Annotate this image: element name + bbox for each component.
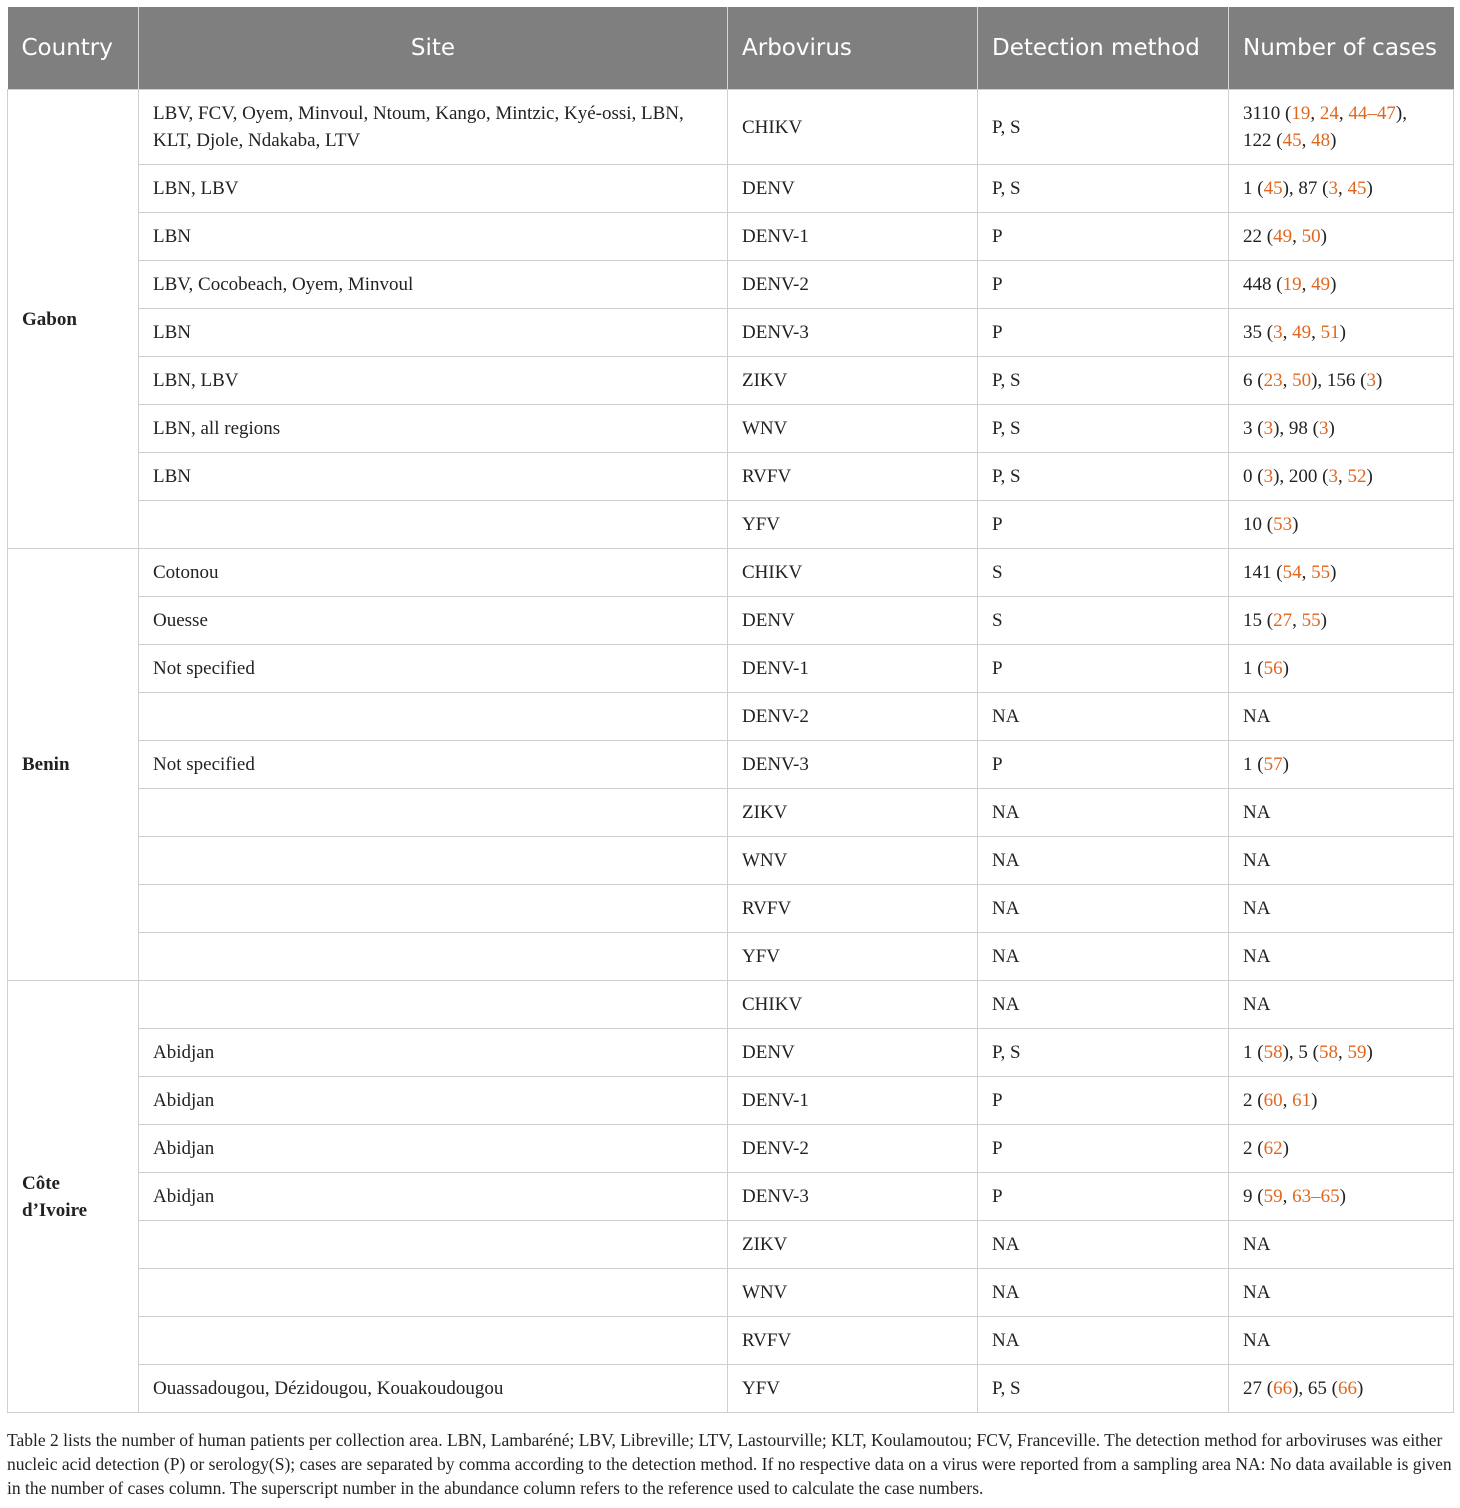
virus-cell: WNV bbox=[728, 1269, 978, 1317]
site-cell: Cotonou bbox=[139, 549, 728, 597]
country-cell: Gabon bbox=[8, 90, 139, 549]
site-cell: LBN bbox=[139, 213, 728, 261]
table-row bbox=[8, 1029, 1454, 1077]
reference-link[interactable]: 56 bbox=[1263, 658, 1283, 679]
virus-cell: DENV-3 bbox=[728, 741, 978, 789]
table-caption: Table 2 lists the number of human patients per collection area. LBN, Lambaréné; LBV, Libreville; LTV, Lastourville; KLT, Koulamoutou; FCV, Franceville. The detection method for arboviruses was either nucleic acid detection (P) or serology(S); cases are separated by comma according to the detection method. If no respective data on a virus were reported from a sampling area NA: No data available is given in the number of cases column. The superscript number in the abundance column refers to the reference used to calculate the case numbers. bbox=[7, 1430, 1452, 1498]
virus-cell: ZIKV bbox=[728, 789, 978, 837]
reference-link[interactable]: 27 bbox=[1273, 610, 1293, 631]
site-cell: LBN, LBV bbox=[139, 357, 728, 405]
cases-cell: 10 (53) bbox=[1229, 501, 1454, 549]
reference-link[interactable]: 49 bbox=[1273, 226, 1293, 247]
cases-cell: NA bbox=[1229, 933, 1454, 981]
table-row bbox=[8, 549, 1454, 597]
reference-link[interactable]: 60 bbox=[1263, 1090, 1283, 1111]
cases-cell: NA bbox=[1229, 1269, 1454, 1317]
virus-cell: DENV-1 bbox=[728, 645, 978, 693]
cases-cell: 3110 (19, 24, 44–47), 122 (45, 48) bbox=[1229, 90, 1454, 165]
reference-link[interactable]: 3 bbox=[1328, 178, 1338, 199]
site-cell bbox=[139, 981, 728, 1029]
reference-link[interactable]: 59 bbox=[1347, 1042, 1367, 1063]
table-row bbox=[8, 693, 1454, 741]
cases-cell: 35 (3, 49, 51) bbox=[1229, 309, 1454, 357]
reference-link[interactable]: 48 bbox=[1311, 130, 1331, 151]
method-cell: P bbox=[978, 309, 1229, 357]
reference-link[interactable]: 62 bbox=[1263, 1138, 1283, 1159]
reference-link[interactable]: 49 bbox=[1292, 322, 1312, 343]
method-cell: NA bbox=[978, 1221, 1229, 1269]
site-cell: LBN, all regions bbox=[139, 405, 728, 453]
method-cell: P bbox=[978, 645, 1229, 693]
header-number-of-cases: Number of cases bbox=[1229, 7, 1454, 90]
method-cell: NA bbox=[978, 837, 1229, 885]
method-cell: P, S bbox=[978, 165, 1229, 213]
site-cell: LBV, FCV, Oyem, Minvoul, Ntoum, Kango, Mintzic, Kyé-ossi, LBN, KLT, Djole, Ndakaba, LTV bbox=[139, 90, 728, 165]
reference-link[interactable]: 54 bbox=[1282, 562, 1302, 583]
cases-cell: NA bbox=[1229, 885, 1454, 933]
site-cell: Ouassadougou, Dézidougou, Kouakoudougou bbox=[139, 1365, 728, 1413]
virus-cell: CHIKV bbox=[728, 90, 978, 165]
method-cell: NA bbox=[978, 981, 1229, 1029]
virus-cell: DENV-2 bbox=[728, 1125, 978, 1173]
method-cell: NA bbox=[978, 1317, 1229, 1365]
method-cell: P, S bbox=[978, 90, 1229, 165]
table-row bbox=[8, 90, 1454, 165]
site-cell bbox=[139, 1221, 728, 1269]
site-cell bbox=[139, 693, 728, 741]
site-cell bbox=[139, 501, 728, 549]
arbovirus-cases-table bbox=[7, 7, 1454, 1413]
cases-cell: 1 (58), 5 (58, 59) bbox=[1229, 1029, 1454, 1077]
reference-link[interactable]: 44–47 bbox=[1348, 103, 1396, 124]
table-row bbox=[8, 405, 1454, 453]
method-cell: P bbox=[978, 1173, 1229, 1221]
virus-cell: DENV-3 bbox=[728, 1173, 978, 1221]
site-cell bbox=[139, 1269, 728, 1317]
country-cell: Benin bbox=[8, 549, 139, 981]
reference-link[interactable]: 3 bbox=[1318, 418, 1329, 439]
site-cell bbox=[139, 933, 728, 981]
cases-cell: NA bbox=[1229, 981, 1454, 1029]
reference-link[interactable]: 53 bbox=[1273, 514, 1293, 535]
cases-cell: NA bbox=[1229, 789, 1454, 837]
table-header-row bbox=[8, 7, 1454, 90]
site-cell: Abidjan bbox=[139, 1173, 728, 1221]
virus-cell: CHIKV bbox=[728, 549, 978, 597]
method-cell: NA bbox=[978, 1269, 1229, 1317]
reference-link[interactable]: 3 bbox=[1273, 322, 1283, 343]
cases-cell: 2 (62) bbox=[1229, 1125, 1454, 1173]
reference-link[interactable]: 61 bbox=[1292, 1090, 1312, 1111]
reference-link[interactable]: 59 bbox=[1263, 1186, 1283, 1207]
site-cell bbox=[139, 1317, 728, 1365]
country-cell: Côte d’Ivoire bbox=[8, 981, 139, 1413]
table-row bbox=[8, 501, 1454, 549]
cases-cell: 22 (49, 50) bbox=[1229, 213, 1454, 261]
table-row bbox=[8, 261, 1454, 309]
site-cell bbox=[139, 885, 728, 933]
cases-cell: 6 (23, 50), 156 (3) bbox=[1229, 357, 1454, 405]
virus-cell: ZIKV bbox=[728, 1221, 978, 1269]
method-cell: P, S bbox=[978, 1029, 1229, 1077]
site-cell: Abidjan bbox=[139, 1125, 728, 1173]
cases-cell: NA bbox=[1229, 1221, 1454, 1269]
cases-cell: 1 (57) bbox=[1229, 741, 1454, 789]
reference-link[interactable]: 45 bbox=[1263, 178, 1283, 199]
method-cell: S bbox=[978, 597, 1229, 645]
table-row bbox=[8, 309, 1454, 357]
table-row bbox=[8, 453, 1454, 501]
cases-cell: NA bbox=[1229, 1317, 1454, 1365]
table-row bbox=[8, 981, 1454, 1029]
method-cell: P bbox=[978, 1077, 1229, 1125]
reference-link[interactable]: 3 bbox=[1263, 418, 1274, 439]
reference-link[interactable]: 66 bbox=[1337, 1378, 1357, 1399]
table-row bbox=[8, 837, 1454, 885]
method-cell: P, S bbox=[978, 405, 1229, 453]
method-cell: NA bbox=[978, 933, 1229, 981]
virus-cell: DENV bbox=[728, 165, 978, 213]
method-cell: P, S bbox=[978, 453, 1229, 501]
virus-cell: CHIKV bbox=[728, 981, 978, 1029]
method-cell: NA bbox=[978, 789, 1229, 837]
reference-link[interactable]: 19 bbox=[1291, 103, 1311, 124]
method-cell: S bbox=[978, 549, 1229, 597]
virus-cell: WNV bbox=[728, 405, 978, 453]
virus-cell: DENV-2 bbox=[728, 261, 978, 309]
cases-cell: 9 (59, 63–65) bbox=[1229, 1173, 1454, 1221]
reference-link[interactable]: 23 bbox=[1263, 370, 1283, 391]
cases-cell: NA bbox=[1229, 837, 1454, 885]
table-row bbox=[8, 357, 1454, 405]
table-row bbox=[8, 165, 1454, 213]
method-cell: P, S bbox=[978, 1365, 1229, 1413]
table-row bbox=[8, 741, 1454, 789]
cases-cell: 3 (3), 98 (3) bbox=[1229, 405, 1454, 453]
reference-link[interactable]: 24 bbox=[1319, 103, 1339, 124]
site-cell bbox=[139, 837, 728, 885]
reference-link[interactable]: 3 bbox=[1366, 370, 1376, 391]
cases-cell: 448 (19, 49) bbox=[1229, 261, 1454, 309]
table-row bbox=[8, 645, 1454, 693]
virus-cell: DENV-3 bbox=[728, 309, 978, 357]
method-cell: P, S bbox=[978, 357, 1229, 405]
method-cell: P bbox=[978, 501, 1229, 549]
method-cell: P bbox=[978, 741, 1229, 789]
site-cell: LBV, Cocobeach, Oyem, Minvoul bbox=[139, 261, 728, 309]
table-row bbox=[8, 1077, 1454, 1125]
site-cell: Not specified bbox=[139, 741, 728, 789]
cases-cell: 1 (45), 87 (3, 45) bbox=[1229, 165, 1454, 213]
virus-cell: RVFV bbox=[728, 453, 978, 501]
header-arbovirus: Arbovirus bbox=[728, 7, 978, 90]
virus-cell: WNV bbox=[728, 837, 978, 885]
cases-cell: 2 (60, 61) bbox=[1229, 1077, 1454, 1125]
reference-link[interactable]: 45 bbox=[1347, 178, 1367, 199]
reference-link[interactable]: 55 bbox=[1301, 610, 1321, 631]
reference-link[interactable]: 3 bbox=[1328, 466, 1338, 487]
method-cell: NA bbox=[978, 693, 1229, 741]
virus-cell: RVFV bbox=[728, 885, 978, 933]
cases-cell: 15 (27, 55) bbox=[1229, 597, 1454, 645]
table-row bbox=[8, 1125, 1454, 1173]
header-site: Site bbox=[139, 7, 728, 90]
site-cell: LBN bbox=[139, 309, 728, 357]
site-cell: Ouesse bbox=[139, 597, 728, 645]
header-country: Country bbox=[8, 7, 139, 90]
table-row bbox=[8, 597, 1454, 645]
cases-cell: NA bbox=[1229, 693, 1454, 741]
table-row bbox=[8, 1317, 1454, 1365]
table-row bbox=[8, 789, 1454, 837]
reference-link[interactable]: 58 bbox=[1318, 1042, 1338, 1063]
reference-link[interactable]: 19 bbox=[1282, 274, 1302, 295]
table-row bbox=[8, 1221, 1454, 1269]
virus-cell: DENV-1 bbox=[728, 213, 978, 261]
virus-cell: ZIKV bbox=[728, 357, 978, 405]
reference-link[interactable]: 50 bbox=[1292, 370, 1312, 391]
table-row bbox=[8, 933, 1454, 981]
virus-cell: DENV-1 bbox=[728, 1077, 978, 1125]
header-detection-method: Detection method bbox=[978, 7, 1229, 90]
cases-cell: 141 (54, 55) bbox=[1229, 549, 1454, 597]
site-cell: Abidjan bbox=[139, 1029, 728, 1077]
cases-cell: 0 (3), 200 (3, 52) bbox=[1229, 453, 1454, 501]
table-row bbox=[8, 1365, 1454, 1413]
site-cell: Abidjan bbox=[139, 1077, 728, 1125]
method-cell: P bbox=[978, 213, 1229, 261]
reference-link[interactable]: 3 bbox=[1263, 466, 1274, 487]
virus-cell: YFV bbox=[728, 501, 978, 549]
method-cell: P bbox=[978, 1125, 1229, 1173]
site-cell: LBN, LBV bbox=[139, 165, 728, 213]
table-row bbox=[8, 1173, 1454, 1221]
reference-link[interactable]: 51 bbox=[1320, 322, 1340, 343]
method-cell: P bbox=[978, 261, 1229, 309]
virus-cell: YFV bbox=[728, 933, 978, 981]
virus-cell: DENV bbox=[728, 1029, 978, 1077]
site-cell bbox=[139, 789, 728, 837]
reference-link[interactable]: 55 bbox=[1311, 562, 1331, 583]
reference-link[interactable]: 58 bbox=[1263, 1042, 1283, 1063]
reference-link[interactable]: 45 bbox=[1282, 130, 1302, 151]
site-cell: Not specified bbox=[139, 645, 728, 693]
table-row bbox=[8, 213, 1454, 261]
virus-cell: YFV bbox=[728, 1365, 978, 1413]
virus-cell: DENV-2 bbox=[728, 693, 978, 741]
reference-link[interactable]: 49 bbox=[1311, 274, 1331, 295]
reference-link[interactable]: 52 bbox=[1347, 466, 1367, 487]
table-row bbox=[8, 885, 1454, 933]
cases-cell: 1 (56) bbox=[1229, 645, 1454, 693]
reference-link[interactable]: 57 bbox=[1263, 754, 1283, 775]
method-cell: NA bbox=[978, 885, 1229, 933]
table-row bbox=[8, 1269, 1454, 1317]
reference-link[interactable]: 50 bbox=[1301, 226, 1321, 247]
virus-cell: RVFV bbox=[728, 1317, 978, 1365]
table-body bbox=[8, 90, 1454, 1413]
reference-link[interactable]: 66 bbox=[1273, 1378, 1293, 1399]
reference-link[interactable]: 63–65 bbox=[1292, 1186, 1340, 1207]
cases-cell: 27 (66), 65 (66) bbox=[1229, 1365, 1454, 1413]
virus-cell: DENV bbox=[728, 597, 978, 645]
site-cell: LBN bbox=[139, 453, 728, 501]
